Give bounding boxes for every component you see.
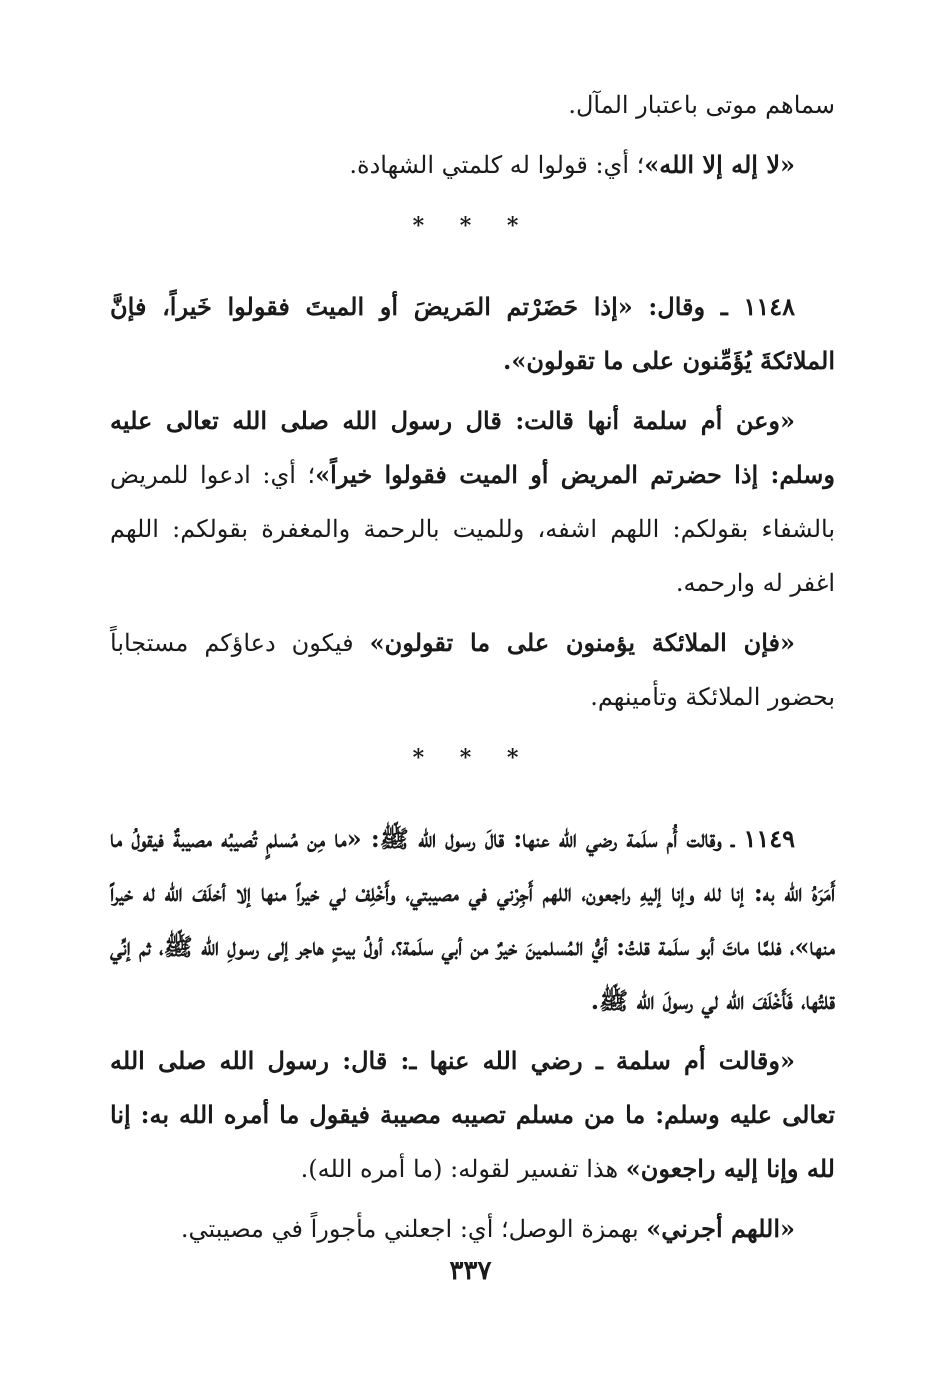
commentary-text: هذا تفسير لقوله: (ما أمره الله). (300, 1155, 626, 1183)
paragraph (110, 394, 835, 610)
page-number: ٣٣٧ (449, 1256, 492, 1286)
paragraph (110, 78, 835, 132)
paragraph (110, 616, 835, 724)
page-body (110, 78, 835, 1262)
paragraph (110, 1034, 835, 1196)
quoted-text: «وعن أم سلمة أنها قالت: قال رسول الله صلى الله تعالى عليه وسلم: إذا حضرتم المريض أو الميت فقولوا خيراً» (110, 406, 835, 489)
paragraph (110, 280, 835, 388)
paragraph (110, 138, 835, 192)
quoted-text: «وقالت أم سلمة ـ رضي الله عنها ـ: قال: رسول الله صلى الله تعالى عليه وسلم: ما من مسلم تصيبه مصيبة فيقول ما أمره الله به: إنا لله وإنا إليه راجعون» (110, 1046, 835, 1183)
commentary-text: ؛ أي: ادعوا للمريض بالشفاء بقولكم: اللهم اشفه، وللميت بالرحمة والمغفرة بقولكم: اللهم اغفر له وارحمه. (110, 461, 835, 597)
commentary-text: سماهم موتى باعتبار المآل. (568, 91, 835, 119)
paragraph (110, 812, 835, 1028)
quoted-text: «اللهم أجرني» (646, 1214, 795, 1243)
quoted-text: ١١٤٨ ـ وقال: «إذا حَضَرْتم المَريضَ أو الميتَ فقولوا خَيراً، فإنَّ الملائكةَ يُؤَمِّنون على ما تقولون». (110, 292, 835, 375)
quoted-text: «لا إله إلا الله» (644, 150, 795, 179)
quoted-text: ١١٤٩ ـ وقالت أُم سلَمة رضي الله عنها: قالَ رسول الله ﷺ: «ما مِن مُسلمٍ تُصيبُه مصيبةٌ فيقولُ ما أَمَرَهُ الله به: إنا لله وإنا إليهِ راجعون، اللهم أَجِرْني في مصيبتي، وأَخْلِفْ لي خيراً منها إلا أخلَفَ الله له خيراً منها»، فلمَّا ماتَ أبو سلَمة قلتُ: أيُّ المُسلمينَ خيرٌ من أبي سلَمة؟، أولُ بيتٍ هاجر إلى رسولِ الله ﷺ، ثم إنِّي قلتُها، فَأَخْلَفَ الله لي رسولَ الله ﷺ. (110, 824, 835, 1015)
section-separator: * * * (412, 213, 533, 239)
commentary-text: بهمزة الوصل؛ أي: اجعلني مأجوراً في مصيبتي. (180, 1215, 647, 1243)
paragraph (110, 1202, 835, 1256)
quoted-text: «فإن الملائكة يؤمنون على ما تقولون» (369, 628, 795, 657)
section-separator: * * * (412, 745, 533, 771)
commentary-text: ؛ أي: قولوا له كلمتي الشهادة. (349, 151, 645, 179)
commentary-text: فيكون دعاؤكم مستجاباً بحضور الملائكة وتأمينهم. (110, 629, 835, 711)
